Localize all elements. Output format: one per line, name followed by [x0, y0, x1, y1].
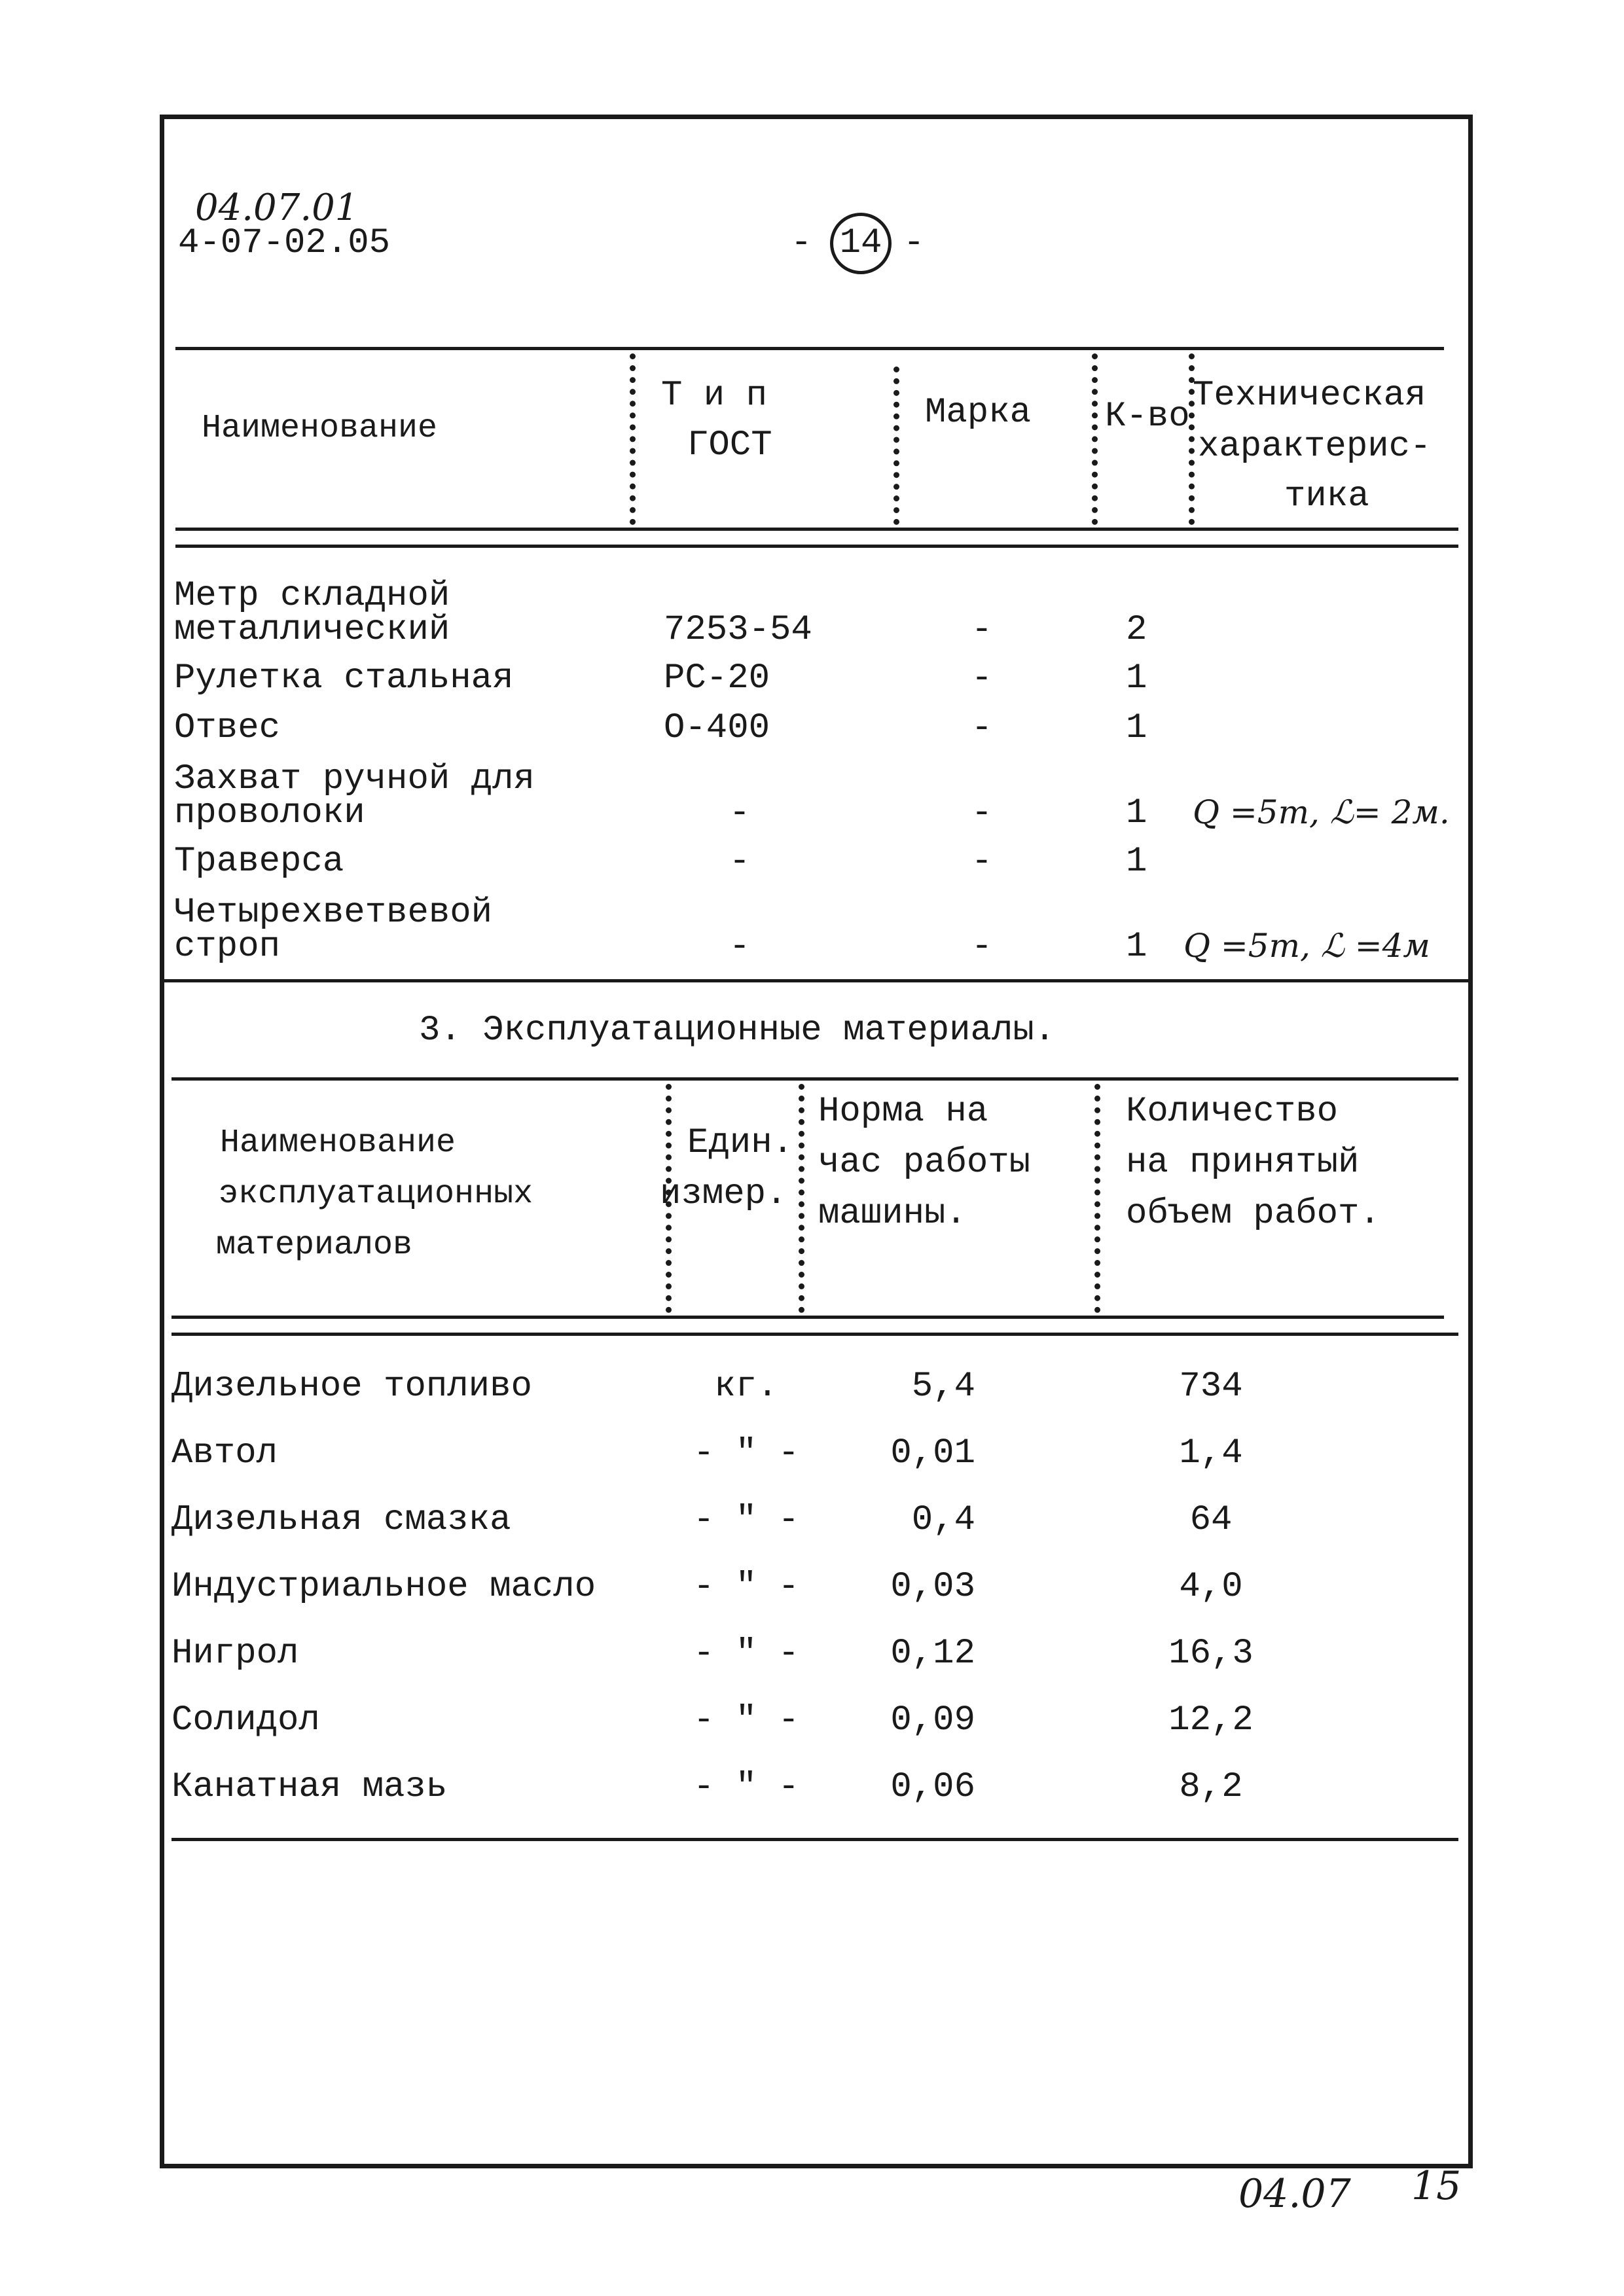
- t2-row-amount: 8,2: [1179, 1767, 1243, 1807]
- t2-row-name: Канатная мазь: [171, 1767, 448, 1807]
- t1-row-gost: РС-20: [664, 658, 770, 698]
- footer-handwritten-page: 15: [1411, 2163, 1462, 2209]
- t1-row-qty: 1: [1126, 842, 1147, 882]
- page-dash-left: -: [791, 223, 812, 263]
- t1-header-brand: Марка: [925, 393, 1032, 433]
- t2-row-name: Автол: [171, 1433, 278, 1473]
- table1-col-divider: [1092, 353, 1098, 525]
- t2-row-norm: 0,4: [911, 1500, 975, 1540]
- t2-row-name: Солидол: [171, 1700, 320, 1740]
- t2-header-amount-1: Количество: [1126, 1092, 1339, 1132]
- t2-row-name: Нигрол: [171, 1634, 299, 1674]
- t1-row-qty: 1: [1126, 927, 1147, 967]
- table2-header-rule: [171, 1316, 1444, 1319]
- t2-row-unit: - " -: [693, 1433, 800, 1473]
- t1-header-type: Т и п: [661, 376, 768, 416]
- page-number: 14: [830, 213, 892, 274]
- t2-header-name-1: Наименование: [220, 1124, 456, 1162]
- t2-row-amount: 4,0: [1179, 1567, 1243, 1607]
- t2-row-name: Индустриальное масло: [171, 1567, 596, 1607]
- t2-row-amount: 734: [1179, 1367, 1243, 1407]
- t1-row-name: Захват ручной для: [174, 759, 535, 799]
- t2-row-unit: кг.: [714, 1367, 778, 1407]
- t2-header-norm-3: машины.: [818, 1194, 967, 1234]
- t2-row-amount: 16,3: [1168, 1634, 1254, 1674]
- t2-header-amount-2: на принятый: [1126, 1143, 1360, 1183]
- t1-row-gost: -: [729, 927, 751, 967]
- t2-row-amount: 1,4: [1179, 1433, 1243, 1473]
- t1-row-name: Рулетка стальная: [174, 658, 514, 698]
- t1-row-name: проволоки: [174, 793, 365, 833]
- table1-header-rule: [175, 528, 1458, 531]
- table1-header-rule-2: [175, 545, 1458, 548]
- page-dash-right: -: [903, 223, 925, 263]
- t1-header-tech-2: характерис-: [1198, 427, 1432, 467]
- t2-header-norm-2: час работы: [818, 1143, 1031, 1183]
- t1-row-name: металлический: [174, 610, 450, 650]
- footer-handwritten-code: 04.07: [1238, 2171, 1351, 2217]
- table1-col-divider: [630, 353, 636, 525]
- table1-top-rule: [175, 347, 1444, 350]
- t1-row-brand: -: [971, 927, 993, 967]
- doc-code: 4-07-02.05: [178, 223, 391, 263]
- t2-row-amount: 12,2: [1168, 1700, 1254, 1740]
- t1-row-gost: -: [729, 793, 751, 833]
- t2-header-amount-3: объем работ.: [1126, 1194, 1380, 1234]
- t1-row-name: Метр складной: [174, 576, 450, 616]
- t2-row-norm: 0,06: [890, 1767, 975, 1807]
- t2-header-norm-1: Норма на: [818, 1092, 988, 1132]
- t2-row-norm: 0,03: [890, 1567, 975, 1607]
- t1-row-name: Четырехветвевой: [174, 893, 493, 933]
- t1-header-name: Наименование: [202, 410, 438, 447]
- t2-header-name-2: эксплуатационных: [219, 1175, 533, 1213]
- table2-bottom-rule: [171, 1838, 1458, 1841]
- t1-row-brand: -: [971, 842, 993, 882]
- t2-row-unit: - " -: [693, 1700, 800, 1740]
- t1-row-name: строп: [174, 927, 281, 967]
- t1-row-qty: 1: [1126, 793, 1147, 833]
- t2-row-name: Дизельная смазка: [171, 1500, 511, 1540]
- table1-bottom-rule: [160, 979, 1469, 982]
- table1-col-divider: [893, 367, 899, 525]
- t1-row-name: Отвес: [174, 708, 281, 748]
- t1-row-gost: 7253-54: [664, 610, 812, 650]
- t2-row-unit: - " -: [693, 1567, 800, 1607]
- t2-row-norm: 5,4: [911, 1367, 975, 1407]
- table2-top-rule: [171, 1077, 1458, 1081]
- t2-row-name: Дизельное топливо: [171, 1367, 532, 1407]
- t2-header-unit-1: Един.: [687, 1123, 794, 1163]
- t1-header-gost: ГОСТ: [687, 425, 772, 465]
- section3-title: 3. Эксплуатационные материалы.: [419, 1011, 1056, 1050]
- t1-row-qty: 1: [1126, 708, 1147, 748]
- t1-row-brand: -: [971, 610, 993, 650]
- t1-row-name: Траверса: [174, 842, 344, 882]
- t1-row-qty: 1: [1126, 658, 1147, 698]
- t1-row-qty: 2: [1126, 610, 1147, 650]
- t2-row-norm: 0,01: [890, 1433, 975, 1473]
- t2-row-unit: - " -: [693, 1634, 800, 1674]
- t2-row-amount: 64: [1189, 1500, 1233, 1540]
- t1-row-tech: Q =5т, ℒ= 2м.: [1193, 793, 1450, 831]
- t1-row-brand: -: [971, 658, 993, 698]
- t2-row-norm: 0,09: [890, 1700, 975, 1740]
- t2-header-name-3: материалов: [216, 1227, 413, 1264]
- t1-row-tech: Q =5т, ℒ =4м: [1183, 927, 1430, 965]
- t2-row-norm: 0,12: [890, 1634, 975, 1674]
- table2-header-rule-2: [171, 1333, 1458, 1336]
- t1-row-brand: -: [971, 708, 993, 748]
- t2-header-unit-2: измер.: [660, 1174, 787, 1214]
- t1-header-qty: К-во: [1105, 397, 1190, 437]
- table2-col-divider: [1094, 1084, 1100, 1313]
- t2-row-unit: - " -: [693, 1500, 800, 1540]
- table2-col-divider: [799, 1084, 804, 1313]
- t1-row-brand: -: [971, 793, 993, 833]
- t2-row-unit: - " -: [693, 1767, 800, 1807]
- t1-row-gost: О-400: [664, 708, 770, 748]
- t1-header-tech-1: Техническая: [1193, 376, 1426, 416]
- t1-header-tech-3: тика: [1284, 476, 1369, 516]
- t1-row-gost: -: [729, 842, 751, 882]
- handwritten-code: 04.07.01: [195, 187, 359, 229]
